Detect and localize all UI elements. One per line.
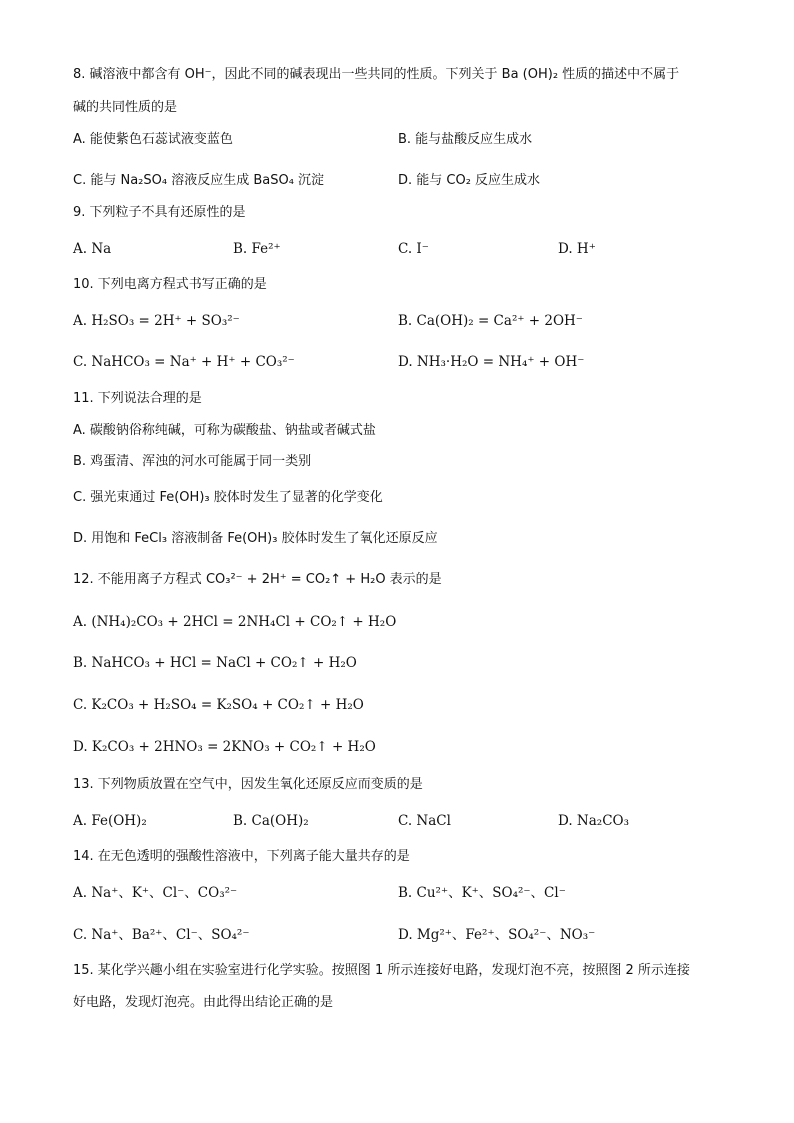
q15-stem-line1: 15. 某化学兴趣小组在实验室进行化学实验。按照图 1 所示连接好电路，发现灯泡不亮，按照图 2 所示连接 — [73, 963, 690, 978]
q8-option-b: B. 能与盐酸反应生成水 — [398, 132, 533, 147]
q10-option-c: C. NaHCO₃ = Na⁺ + H⁺ + CO₃²⁻ — [73, 354, 295, 370]
q10-stem: 10. 下列电离方程式书写正确的是 — [73, 277, 267, 292]
q13-stem: 13. 下列物质放置在空气中，因发生氧化还原反应而变质的是 — [73, 777, 423, 792]
q12-option-a: A. (NH₄)₂CO₃ + 2HCl = 2NH₄Cl + CO₂↑ + H₂O — [73, 614, 397, 630]
q8-stem-line1: 8. 碱溶液中都含有 OH⁻，因此不同的碱表现出一些共同的性质。下列关于 Ba (OH)₂ 性质的描述中不属于 — [73, 67, 680, 82]
q12-stem: 12. 不能用离子方程式 CO₃²⁻ + 2H⁺ = CO₂↑ + H₂O 表示的是 — [73, 572, 442, 587]
q15-stem-line2: 好电路，发现灯泡亮。由此得出结论正确的是 — [73, 995, 334, 1010]
q8-stem-line2: 碱的共同性质的是 — [73, 100, 178, 115]
q14-option-c: C. Na⁺、Ba²⁺、Cl⁻、SO₄²⁻ — [73, 927, 250, 943]
q11-option-b: B. 鸡蛋清、浑浊的河水可能属于同一类别 — [73, 454, 312, 469]
q10-option-b: B. Ca(OH)₂ = Ca²⁺ + 2OH⁻ — [398, 313, 583, 329]
q8-option-d: D. 能与 CO₂ 反应生成水 — [398, 173, 541, 188]
q8-option-a: A. 能使紫色石蕊试液变蓝色 — [73, 132, 233, 147]
q13-option-c: C. NaCl — [398, 813, 451, 829]
q9-stem: 9. 下列粒子不具有还原性的是 — [73, 205, 246, 220]
q11-option-c: C. 强光束通过 Fe(OH)₃ 胶体时发生了显著的化学变化 — [73, 490, 383, 505]
q9-option-c: C. I⁻ — [398, 241, 429, 257]
q9-option-a: A. Na — [73, 241, 112, 257]
q9-option-b: B. Fe²⁺ — [233, 241, 281, 257]
q11-option-d: D. 用饱和 FeCl₃ 溶液制备 Fe(OH)₃ 胶体时发生了氧化还原反应 — [73, 531, 438, 546]
q13-option-d: D. Na₂CO₃ — [558, 813, 630, 829]
q11-option-a: A. 碳酸钠俗称纯碱，可称为碳酸盐、钠盐或者碱式盐 — [73, 423, 376, 438]
q12-option-c: C. K₂CO₃ + H₂SO₄ = K₂SO₄ + CO₂↑ + H₂O — [73, 697, 364, 713]
q14-option-b: B. Cu²⁺、K⁺、SO₄²⁻、Cl⁻ — [398, 885, 566, 901]
q14-option-d: D. Mg²⁺、Fe²⁺、SO₄²⁻、NO₃⁻ — [398, 927, 596, 943]
q12-option-b: B. NaHCO₃ + HCl = NaCl + CO₂↑ + H₂O — [73, 655, 357, 671]
q12-option-d: D. K₂CO₃ + 2HNO₃ = 2KNO₃ + CO₂↑ + H₂O — [73, 739, 376, 755]
q10-option-a: A. H₂SO₃ = 2H⁺ + SO₃²⁻ — [73, 313, 240, 329]
q10-option-d: D. NH₃·H₂O = NH₄⁺ + OH⁻ — [398, 354, 585, 370]
q13-option-a: A. Fe(OH)₂ — [73, 813, 147, 829]
q11-stem: 11. 下列说法合理的是 — [73, 391, 202, 406]
q9-option-d: D. H⁺ — [558, 241, 596, 257]
q13-option-b: B. Ca(OH)₂ — [233, 813, 309, 829]
q14-stem: 14. 在无色透明的强酸性溶液中，下列离子能大量共存的是 — [73, 849, 410, 864]
q14-option-a: A. Na⁺、K⁺、Cl⁻、CO₃²⁻ — [73, 885, 238, 901]
q8-option-c: C. 能与 Na₂SO₄ 溶液反应生成 BaSO₄ 沉淀 — [73, 173, 325, 188]
